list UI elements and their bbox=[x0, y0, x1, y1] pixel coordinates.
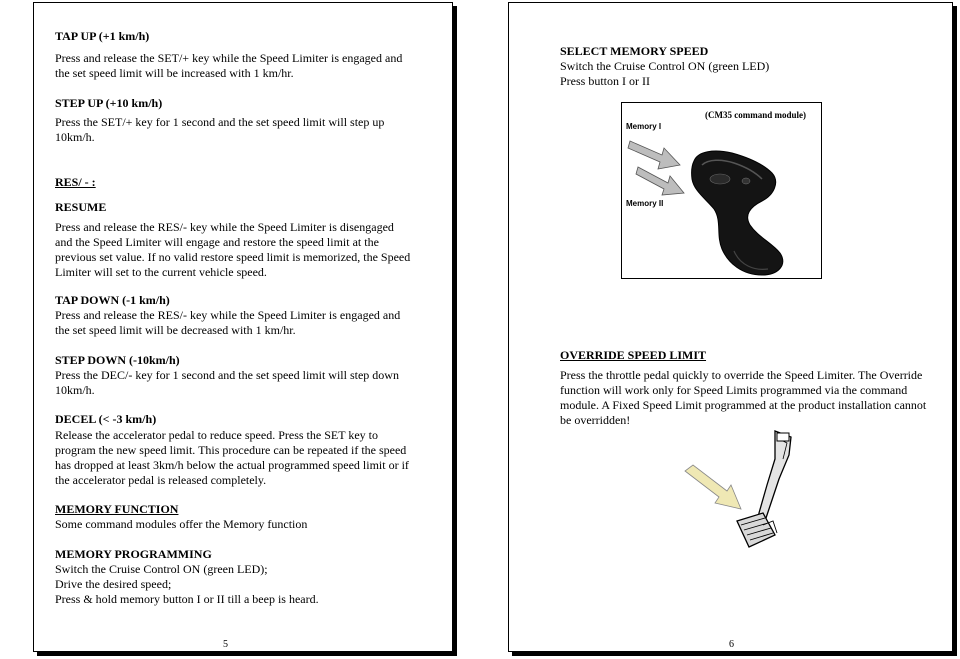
tap-down-heading: TAP DOWN (-1 km/h) bbox=[55, 293, 170, 307]
resume-heading: RESUME bbox=[55, 200, 107, 214]
page-number: 5 bbox=[223, 639, 228, 650]
select-memory-heading: SELECT MEMORY SPEED bbox=[560, 44, 709, 58]
page-number: 6 bbox=[729, 639, 734, 650]
page-left bbox=[33, 2, 453, 652]
select-memory-steps bbox=[560, 59, 860, 89]
step-down-heading: STEP DOWN (-10km/h) bbox=[55, 353, 180, 367]
command-module-figure bbox=[621, 102, 822, 279]
decel-heading: DECEL (< -3 km/h) bbox=[55, 412, 157, 426]
memory-programming-steps bbox=[55, 562, 415, 607]
step-up-text: Press the SET/+ key for 1 second and the set speed limit will step up 10km/h. bbox=[55, 115, 385, 144]
arrow-icon bbox=[628, 141, 680, 169]
override-text: Press the throttle pedal quickly to override the Speed Limiter. The Override function will work only for Speed Limits programmed via the command module. A Fixed Speed Limit programmed at the product installation cannot be overridden! bbox=[560, 368, 927, 427]
memory-function-heading: MEMORY FUNCTION bbox=[55, 502, 179, 516]
arrow-icon bbox=[636, 167, 684, 195]
module-label: (CM35 command module) bbox=[705, 110, 806, 120]
memory-function-text: Some command modules offer the Memory function bbox=[55, 517, 308, 531]
select-memory-step: Press button I or II bbox=[560, 74, 650, 88]
memory-2-label: Memory II bbox=[626, 199, 664, 208]
tap-up-text: Press and release the SET/+ key while the Speed Limiter is engaged and the set speed limit will be increased with 1 km/hr. bbox=[55, 51, 403, 80]
memory-programming-step: Press & hold memory button I or II till a beep is heard. bbox=[55, 592, 319, 606]
arrow-icon bbox=[685, 465, 741, 509]
memory-programming-heading: MEMORY PROGRAMMING bbox=[55, 547, 212, 561]
throttle-pedal-illustration bbox=[679, 425, 809, 555]
tap-down-text: Press and release the RES/- key while the Speed Limiter is engaged and the set speed limit will be decreased with 1 km/hr. bbox=[55, 308, 401, 337]
decel-text: Release the accelerator pedal to reduce speed. Press the SET key to program the new speed limit. This procedure can be repeated if the speed has dropped at least 3km/h below the actual programmed speed limit or if the accelerator pedal is released completely. bbox=[55, 428, 409, 487]
select-memory-step: Switch the Cruise Control ON (green LED) bbox=[560, 59, 770, 73]
step-up-heading: STEP UP (+10 km/h) bbox=[55, 96, 163, 110]
res-heading: RES/ - : bbox=[55, 175, 96, 189]
override-heading: OVERRIDE SPEED LIMIT bbox=[560, 348, 707, 362]
resume-text: Press and release the RES/- key while the Speed Limiter is disengaged and the Speed Limiter will engage and restore the speed limit at the previous set value. If no valid restore speed limit is memorized, the Speed Limiter will set to the current vehicle speed. bbox=[55, 220, 411, 279]
page-right bbox=[508, 2, 953, 652]
memory-programming-step: Switch the Cruise Control ON (green LED); bbox=[55, 562, 268, 576]
memory-programming-step: Drive the desired speed; bbox=[55, 577, 172, 591]
memory-1-label: Memory I bbox=[626, 122, 662, 131]
tap-up-heading: TAP UP (+1 km/h) bbox=[55, 29, 150, 43]
step-down-text: Press the DEC/- key for 1 second and the set speed limit will step down 10km/h. bbox=[55, 368, 399, 397]
